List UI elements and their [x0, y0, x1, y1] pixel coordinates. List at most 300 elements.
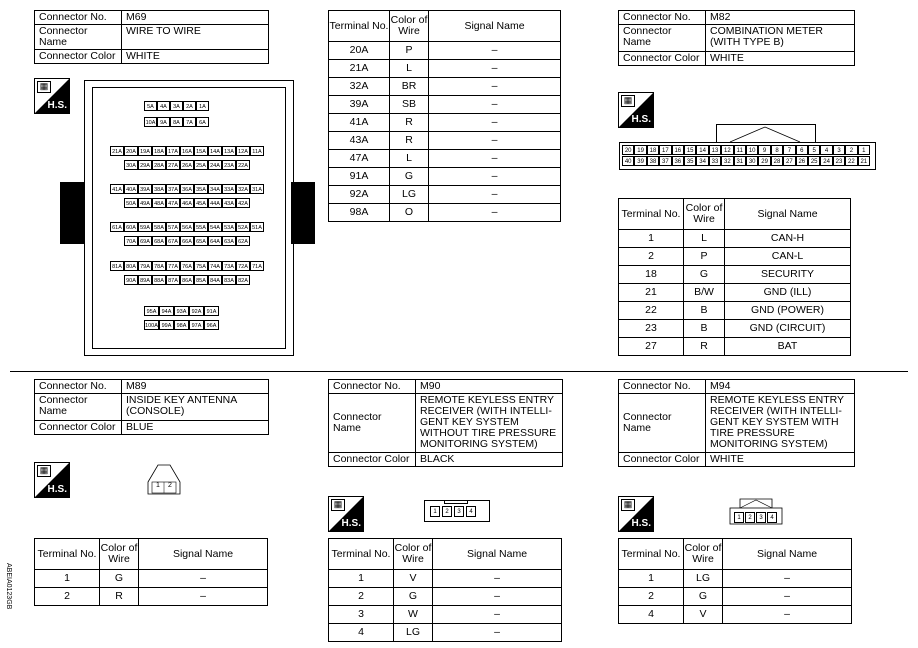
m89-connector-color: BLUE	[122, 421, 269, 435]
m69-pin-95A: 95A	[144, 306, 159, 316]
m69-wire-color-cell: L	[390, 150, 429, 168]
m69-terminal-no-cell: 39A	[329, 96, 390, 114]
hs-icon: ▦ H.S.	[34, 462, 70, 498]
m69-pin-29A: 29A	[138, 160, 152, 170]
m94-terminal-no-cell: 1	[619, 570, 684, 588]
section-divider	[10, 371, 908, 372]
m89-wire-color-cell: R	[100, 588, 139, 606]
m82-wire-color-cell: L	[684, 230, 725, 248]
m69-terminal-no-cell: 91A	[329, 168, 390, 186]
m82-terminal-no-cell: 23	[619, 320, 684, 338]
m69-pin-56A: 56A	[180, 222, 194, 232]
m69-terminal-no-cell: 98A	[329, 204, 390, 222]
connector-no-label: Connector No.	[619, 380, 706, 394]
m69-pin-100A: 100A	[144, 320, 159, 330]
m94-wire-color-cell: LG	[684, 570, 723, 588]
m69-terminal-no-cell: 32A	[329, 78, 390, 96]
m69-pin-57A: 57A	[166, 222, 180, 232]
m82-pin-22: 22	[845, 156, 857, 166]
m69-signal-name-cell: –	[429, 42, 561, 60]
connector-no-label: Connector No.	[329, 380, 416, 394]
m69-signal-name-cell: –	[429, 78, 561, 96]
m69-pin-8A: 8A	[170, 117, 183, 127]
m82-pin-34: 34	[696, 156, 708, 166]
m69-pin-18A: 18A	[152, 146, 166, 156]
m82-pin-29: 29	[758, 156, 770, 166]
m90-signal-name-cell: –	[433, 588, 562, 606]
m69-pin-41A: 41A	[110, 184, 124, 194]
m69-signal-name-cell: –	[429, 150, 561, 168]
m82-table-row	[619, 248, 851, 266]
m69-pin-14A: 14A	[208, 146, 222, 156]
m69-pin-12A: 12A	[236, 146, 250, 156]
m69-table-row	[329, 114, 561, 132]
m82-info-table	[618, 10, 855, 66]
m69-signal-name-cell: –	[429, 60, 561, 78]
m90-signal-name-cell: –	[433, 624, 562, 642]
color-of-wire-header: Color of Wire	[684, 539, 723, 570]
m89-table-row	[35, 588, 268, 606]
m90-table-row	[329, 624, 562, 642]
m82-pin-40: 40	[622, 156, 634, 166]
m69-terminal-no-cell: 47A	[329, 150, 390, 168]
hs-label: H.S.	[631, 518, 651, 529]
m82-connector-color: WHITE	[706, 52, 855, 66]
m69-pin-78A: 78A	[152, 261, 166, 271]
m69-pin-24A: 24A	[208, 160, 222, 170]
m82-connector-name: COMBINATION METER (WITH TYPE B)	[706, 25, 855, 52]
m69-pin-27A: 27A	[166, 160, 180, 170]
m90-terminal-no-cell: 1	[329, 570, 394, 588]
m90-wire-color-cell: G	[394, 588, 433, 606]
m69-pin-73A: 73A	[222, 261, 236, 271]
connector-name-label: Connector Name	[619, 25, 706, 52]
m69-table-row	[329, 42, 561, 60]
m94-wire-color-cell: G	[684, 588, 723, 606]
m90-connector-color: BLACK	[416, 453, 563, 467]
m69-pin-96A: 96A	[204, 320, 219, 330]
m69-wire-color-cell: R	[390, 132, 429, 150]
terminal-no-header: Terminal No.	[329, 539, 394, 570]
m82-pin-20: 20	[622, 145, 634, 155]
hs-icon: ▦ H.S.	[618, 92, 654, 128]
m69-pin-36A: 36A	[180, 184, 194, 194]
m90-pin-3: 3	[454, 506, 464, 517]
hs-icon: ▦ H.S.	[618, 496, 654, 532]
m69-pin-25A: 25A	[194, 160, 208, 170]
m69-pin-79A: 79A	[138, 261, 152, 271]
m69-pin-75A: 75A	[194, 261, 208, 271]
m69-pin-87A: 87A	[166, 275, 180, 285]
m89-table-row	[35, 570, 268, 588]
m69-info-table	[34, 10, 269, 64]
m82-terminal-no-cell: 22	[619, 302, 684, 320]
m69-pin-97A: 97A	[189, 320, 204, 330]
connector-no-label: Connector No.	[619, 11, 706, 25]
m69-pin-61A: 61A	[110, 222, 124, 232]
m82-pin-18: 18	[647, 145, 659, 155]
m69-pin-63A: 63A	[222, 236, 236, 246]
m69-wire-color-cell: R	[390, 114, 429, 132]
m69-pin-3A: 3A	[170, 101, 183, 111]
m90-table-row	[329, 606, 562, 624]
m69-pin-47A: 47A	[166, 198, 180, 208]
m89-terminal-no-cell: 2	[35, 588, 100, 606]
m82-terminal-table	[618, 198, 851, 356]
m94-info-table	[618, 379, 855, 467]
m82-signal-name-cell: GND (ILL)	[725, 284, 851, 302]
m69-pin-92A: 92A	[189, 306, 204, 316]
m69-wire-color-cell: L	[390, 60, 429, 78]
m82-table-row	[619, 302, 851, 320]
m69-pin-81A: 81A	[110, 261, 124, 271]
m69-pin-33A: 33A	[222, 184, 236, 194]
m90-table-row	[329, 570, 562, 588]
m69-pin-84A: 84A	[208, 275, 222, 285]
m82-pin-33: 33	[709, 156, 721, 166]
m69-pin-44A: 44A	[208, 198, 222, 208]
m94-terminal-table	[618, 538, 852, 624]
m82-signal-name-cell: CAN-L	[725, 248, 851, 266]
m94-pin-3: 3	[756, 512, 766, 523]
connector-name-label: Connector Name	[35, 394, 122, 421]
m82-pin-7: 7	[783, 145, 795, 155]
m90-pin-1: 1	[430, 506, 440, 517]
m94-connector-color: WHITE	[706, 453, 855, 467]
m69-table-row	[329, 168, 561, 186]
m82-wire-color-cell: B	[684, 302, 725, 320]
m82-pin-13: 13	[709, 145, 721, 155]
m90-connector-name: REMOTE KEYLESS ENTRY RECEIVER (WITH INTELLI-GENT KEY SYSTEM WITHOUT TIRE PRESSURE MONITORING SYSTEM)	[416, 394, 563, 453]
hs-icon: ▦ H.S.	[328, 496, 364, 532]
connector-color-label: Connector Color	[35, 421, 122, 435]
m69-pin-53A: 53A	[222, 222, 236, 232]
m90-pin-2: 2	[442, 506, 452, 517]
m82-terminal-no-cell: 2	[619, 248, 684, 266]
m69-terminal-no-cell: 41A	[329, 114, 390, 132]
m82-table-row	[619, 266, 851, 284]
m69-pin-13A: 13A	[222, 146, 236, 156]
hs-label: H.S.	[631, 114, 651, 125]
m89-connector-no: M89	[122, 380, 269, 394]
m82-key-chevron	[716, 124, 814, 142]
m69-pin-55A: 55A	[194, 222, 208, 232]
m69-pin-72A: 72A	[236, 261, 250, 271]
m82-pin-3: 3	[833, 145, 845, 155]
m90-terminal-table	[328, 538, 562, 642]
m69-pin-50A: 50A	[124, 198, 138, 208]
hs-label: H.S.	[47, 100, 67, 111]
signal-name-header: Signal Name	[429, 11, 561, 42]
m94-connector-name: REMOTE KEYLESS ENTRY RECEIVER (WITH INTELLI-GENT KEY SYSTEM WITH TIRE PRESSURE MONITORING SYSTEM)	[706, 394, 855, 453]
m82-pin-35: 35	[684, 156, 696, 166]
signal-name-header: Signal Name	[139, 539, 268, 570]
m82-table-row	[619, 230, 851, 248]
m90-terminal-no-cell: 3	[329, 606, 394, 624]
m69-pin-20A: 20A	[124, 146, 138, 156]
m94-wire-color-cell: V	[684, 606, 723, 624]
m69-pin-35A: 35A	[194, 184, 208, 194]
m90-connector-key	[444, 500, 468, 504]
m69-pin-74A: 74A	[208, 261, 222, 271]
m94-pin-1: 1	[734, 512, 744, 523]
m82-pin-2: 2	[845, 145, 857, 155]
connector-name-label: Connector Name	[619, 394, 706, 453]
m69-pin-54A: 54A	[208, 222, 222, 232]
m82-pin-26: 26	[796, 156, 808, 166]
m69-terminal-no-cell: 43A	[329, 132, 390, 150]
m69-pin-23A: 23A	[222, 160, 236, 170]
m69-pin-66A: 66A	[180, 236, 194, 246]
m69-wire-color-cell: O	[390, 204, 429, 222]
m89-wire-color-cell: G	[100, 570, 139, 588]
m69-wire-color-cell: LG	[390, 186, 429, 204]
m82-wire-color-cell: B	[684, 320, 725, 338]
m69-pin-48A: 48A	[152, 198, 166, 208]
m82-pin-9: 9	[758, 145, 770, 155]
m90-wire-color-cell: LG	[394, 624, 433, 642]
m69-connector-name: WIRE TO WIRE	[122, 25, 269, 50]
m82-terminal-no-cell: 21	[619, 284, 684, 302]
connector-no-label: Connector No.	[35, 11, 122, 25]
terminal-no-header: Terminal No.	[35, 539, 100, 570]
m94-connector-no: M94	[706, 380, 855, 394]
m69-pin-80A: 80A	[124, 261, 138, 271]
hs-label: H.S.	[341, 518, 361, 529]
m90-pin-4: 4	[466, 506, 476, 517]
m69-pin-15A: 15A	[194, 146, 208, 156]
color-of-wire-header: Color of Wire	[684, 199, 725, 230]
m69-pin-77A: 77A	[166, 261, 180, 271]
m82-signal-name-cell: GND (CIRCUIT)	[725, 320, 851, 338]
m82-pin-37: 37	[659, 156, 671, 166]
m69-signal-name-cell: –	[429, 96, 561, 114]
m69-wire-color-cell: BR	[390, 78, 429, 96]
m69-pin-62A: 62A	[236, 236, 250, 246]
m69-pin-60A: 60A	[124, 222, 138, 232]
m69-signal-name-cell: –	[429, 168, 561, 186]
m69-terminal-no-cell: 21A	[329, 60, 390, 78]
m69-pin-2A: 2A	[183, 101, 196, 111]
m89-pin-2: 2	[168, 482, 172, 489]
m69-pin-43A: 43A	[222, 198, 236, 208]
m69-table-row	[329, 204, 561, 222]
m94-signal-name-cell: –	[723, 570, 852, 588]
m69-pin-45A: 45A	[194, 198, 208, 208]
m69-pin-67A: 67A	[166, 236, 180, 246]
m69-pin-82A: 82A	[236, 275, 250, 285]
m82-pin-10: 10	[746, 145, 758, 155]
m90-signal-name-cell: –	[433, 606, 562, 624]
m69-pin-71A: 71A	[250, 261, 264, 271]
m82-table-row	[619, 320, 851, 338]
m89-connector-diagram	[142, 462, 186, 498]
signal-name-header: Signal Name	[725, 199, 851, 230]
m69-pin-39A: 39A	[138, 184, 152, 194]
m82-pin-16: 16	[672, 145, 684, 155]
m69-pin-58A: 58A	[152, 222, 166, 232]
m69-pin-85A: 85A	[194, 275, 208, 285]
m69-pin-52A: 52A	[236, 222, 250, 232]
m94-table-row	[619, 570, 852, 588]
m82-pin-19: 19	[634, 145, 646, 155]
m69-pin-38A: 38A	[152, 184, 166, 194]
terminal-no-header: Terminal No.	[619, 199, 684, 230]
m82-pin-28: 28	[771, 156, 783, 166]
m69-pin-11A: 11A	[250, 146, 264, 156]
m69-connector-no: M69	[122, 11, 269, 25]
m69-pin-4A: 4A	[157, 101, 170, 111]
m69-signal-name-cell: –	[429, 204, 561, 222]
m89-connector-name: INSIDE KEY ANTENNA (CONSOLE)	[122, 394, 269, 421]
m82-terminal-no-cell: 27	[619, 338, 684, 356]
m89-signal-name-cell: –	[139, 588, 268, 606]
connector-name-label: Connector Name	[35, 25, 122, 50]
m69-pin-5A: 5A	[144, 101, 157, 111]
m94-signal-name-cell: –	[723, 606, 852, 624]
m69-table-row	[329, 60, 561, 78]
m82-pin-6: 6	[796, 145, 808, 155]
m69-pin-32A: 32A	[236, 184, 250, 194]
m69-right-latch	[291, 182, 315, 244]
m69-signal-name-cell: –	[429, 114, 561, 132]
m90-wire-color-cell: V	[394, 570, 433, 588]
m82-pin-21: 21	[858, 156, 870, 166]
m69-pin-10A: 10A	[144, 117, 157, 127]
terminal-no-header: Terminal No.	[619, 539, 684, 570]
signal-name-header: Signal Name	[723, 539, 852, 570]
hs-icon: ▦ H.S.	[34, 78, 70, 114]
m82-pin-15: 15	[684, 145, 696, 155]
m82-pin-5: 5	[808, 145, 820, 155]
m69-connector-color: WHITE	[122, 50, 269, 64]
m69-pin-91A: 91A	[204, 306, 219, 316]
m82-pin-11: 11	[734, 145, 746, 155]
m82-wire-color-cell: P	[684, 248, 725, 266]
m69-pin-64A: 64A	[208, 236, 222, 246]
m69-pin-22A: 22A	[236, 160, 250, 170]
connector-color-label: Connector Color	[35, 50, 122, 64]
m69-pin-49A: 49A	[138, 198, 152, 208]
side-code: ABEIA0123GB	[5, 563, 12, 610]
m69-signal-name-cell: –	[429, 132, 561, 150]
m69-pin-83A: 83A	[222, 275, 236, 285]
m82-pin-12: 12	[721, 145, 733, 155]
m69-pin-98A: 98A	[174, 320, 189, 330]
m69-pin-94A: 94A	[159, 306, 174, 316]
m89-info-table	[34, 379, 269, 435]
m69-pin-93A: 93A	[174, 306, 189, 316]
m82-wire-color-cell: B/W	[684, 284, 725, 302]
m69-terminal-table	[328, 10, 561, 222]
m69-pin-59A: 59A	[138, 222, 152, 232]
m82-signal-name-cell: SECURITY	[725, 266, 851, 284]
m82-pin-30: 30	[746, 156, 758, 166]
m69-pin-51A: 51A	[250, 222, 264, 232]
m69-table-row	[329, 150, 561, 168]
m82-terminal-no-cell: 18	[619, 266, 684, 284]
m82-pin-17: 17	[659, 145, 671, 155]
m69-pin-46A: 46A	[180, 198, 194, 208]
m69-pin-26A: 26A	[180, 160, 194, 170]
m82-signal-name-cell: BAT	[725, 338, 851, 356]
m82-pin-36: 36	[672, 156, 684, 166]
m69-pin-40A: 40A	[124, 184, 138, 194]
m69-pin-30A: 30A	[124, 160, 138, 170]
m94-pin-4: 4	[767, 512, 777, 523]
m69-table-row	[329, 132, 561, 150]
m69-pin-21A: 21A	[110, 146, 124, 156]
m69-pin-65A: 65A	[194, 236, 208, 246]
m82-table-row	[619, 284, 851, 302]
connector-no-label: Connector No.	[35, 380, 122, 394]
m69-pin-76A: 76A	[180, 261, 194, 271]
m82-signal-name-cell: CAN-H	[725, 230, 851, 248]
m69-pin-31A: 31A	[250, 184, 264, 194]
color-of-wire-header: Color of Wire	[394, 539, 433, 570]
m82-pin-39: 39	[634, 156, 646, 166]
m90-table-row	[329, 588, 562, 606]
m69-pin-99A: 99A	[159, 320, 174, 330]
m82-pin-31: 31	[734, 156, 746, 166]
m69-pin-86A: 86A	[180, 275, 194, 285]
m82-wire-color-cell: R	[684, 338, 725, 356]
m90-wire-color-cell: W	[394, 606, 433, 624]
m82-pin-38: 38	[647, 156, 659, 166]
m69-pin-9A: 9A	[157, 117, 170, 127]
m90-connector-no: M90	[416, 380, 563, 394]
m82-pin-32: 32	[721, 156, 733, 166]
m94-signal-name-cell: –	[723, 588, 852, 606]
m69-terminal-no-cell: 20A	[329, 42, 390, 60]
m69-pin-16A: 16A	[180, 146, 194, 156]
m69-pin-90A: 90A	[124, 275, 138, 285]
m82-pin-1: 1	[858, 145, 870, 155]
m69-wire-color-cell: G	[390, 168, 429, 186]
m89-signal-name-cell: –	[139, 570, 268, 588]
m82-terminal-no-cell: 1	[619, 230, 684, 248]
m69-wire-color-cell: P	[390, 42, 429, 60]
m90-info-table	[328, 379, 563, 467]
color-of-wire-header: Color of Wire	[390, 11, 429, 42]
connector-color-label: Connector Color	[619, 52, 706, 66]
m82-pin-14: 14	[696, 145, 708, 155]
hs-label: H.S.	[47, 484, 67, 495]
m69-pin-42A: 42A	[236, 198, 250, 208]
m69-pin-19A: 19A	[138, 146, 152, 156]
m69-pin-34A: 34A	[208, 184, 222, 194]
connector-color-label: Connector Color	[619, 453, 706, 467]
color-of-wire-header: Color of Wire	[100, 539, 139, 570]
m82-wire-color-cell: G	[684, 266, 725, 284]
m69-pin-6A: 6A	[196, 117, 209, 127]
m94-terminal-no-cell: 2	[619, 588, 684, 606]
m82-pin-4: 4	[820, 145, 832, 155]
m69-pin-69A: 69A	[138, 236, 152, 246]
m82-pin-23: 23	[833, 156, 845, 166]
m69-pin-68A: 68A	[152, 236, 166, 246]
m82-pin-8: 8	[771, 145, 783, 155]
m69-left-latch	[60, 182, 84, 244]
m89-pin-1: 1	[156, 482, 160, 489]
m82-signal-name-cell: GND (POWER)	[725, 302, 851, 320]
m82-table-row	[619, 338, 851, 356]
signal-name-header: Signal Name	[433, 539, 562, 570]
m69-pin-70A: 70A	[124, 236, 138, 246]
m94-pin-2: 2	[745, 512, 755, 523]
m94-table-row	[619, 606, 852, 624]
m69-table-row	[329, 186, 561, 204]
